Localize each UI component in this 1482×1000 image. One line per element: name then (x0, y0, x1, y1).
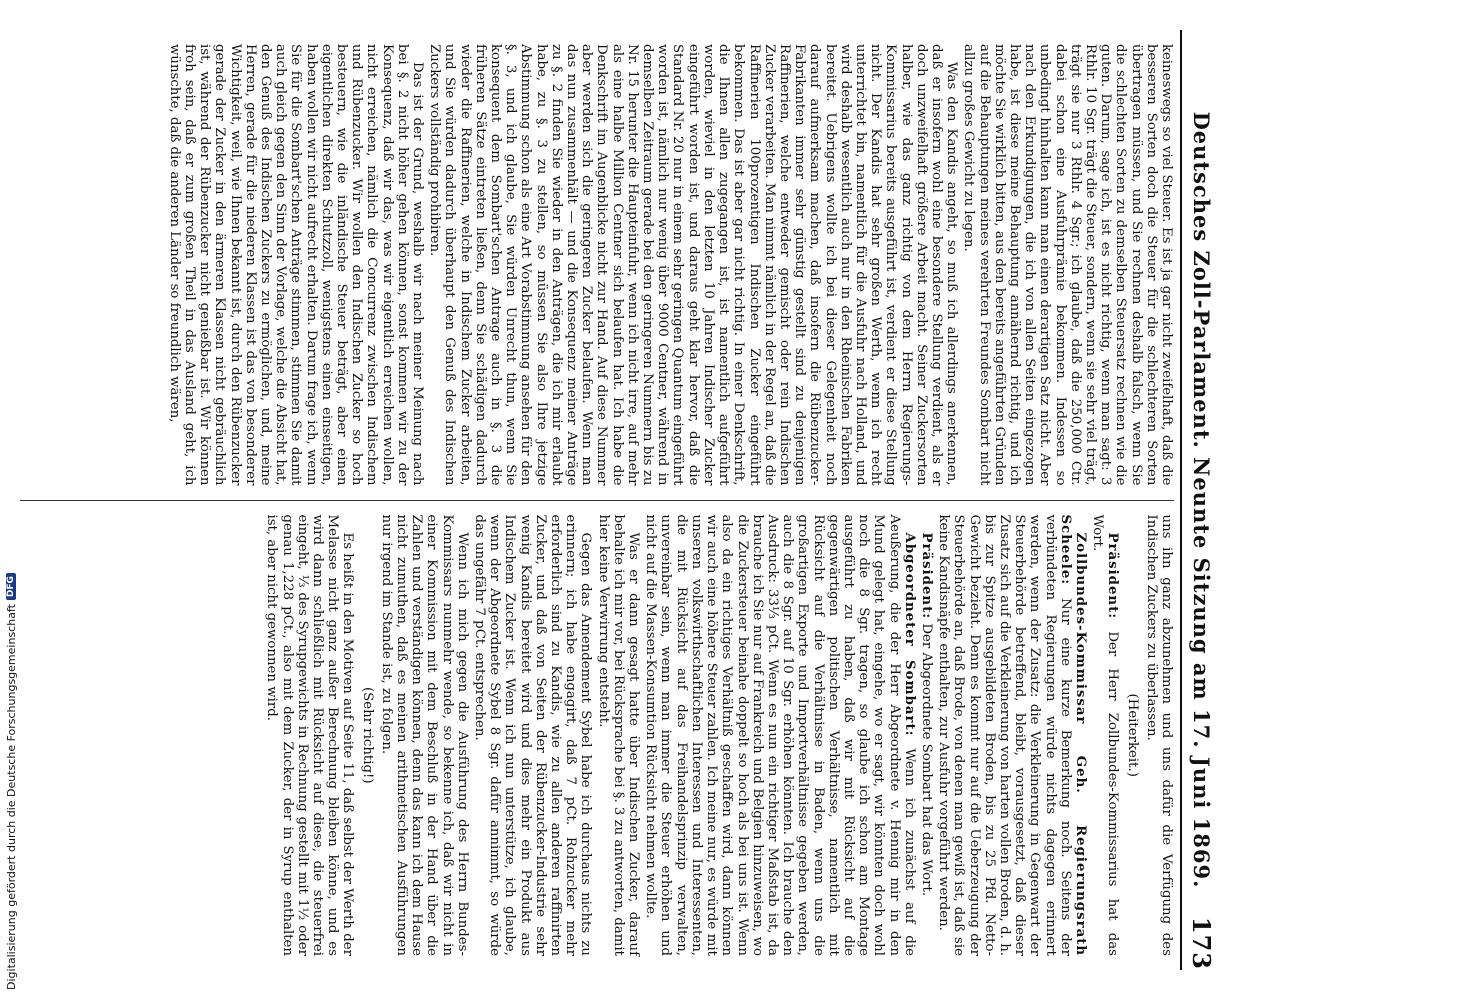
paragraph: uns ihn ganz abzunehmen und uns dafür die Verfügung des Indischen Zuckers zu überlassen. (1143, 514, 1174, 956)
speech-paragraph (936, 515, 1088, 957)
speaker-name: Präsident: (918, 532, 934, 620)
paragraph: Es heißt in den Motiven auf Seite 11, daß selbst der Werth der Melasse nicht ganz außer Berechnung bleiben könne, und es wird dann schließlich mit Rücksicht auf diese, die steuerfrei eingeht, ⅓ des Syrupgewichts in Rechnung gestellt mit 1½ oder genau 1,228 pCt., also mit dem Zucker, der in Syrup enthalten ist, aber nicht gewonnen wird. (264, 514, 356, 956)
paragraph: Wenn ich mich gegen die Ausführung des Herrn Bundes-Kommissars nunmehr wende, so bekenne ich, daß wir nicht in einer Kommission mit dem Beschluß in der Hand über die Zahlen und verständigen können, denn das kann ich dem Hause nicht zumuthen, daß es meinen arithmetischen Ausführungen nur irgend im Stande ist, zu folgen. (378, 514, 470, 956)
paragraph: keineswegs so viel Steuer. Es ist ja gar nicht zweifelhaft, daß die besseren Sorten doch die Steuer für die schlechteren Sorten übertragen müssen, und Sie rechnen deshalb falsch, wenn Sie die schlechten Sorten zu demselben Steuersatz rechnen wie die guten. Darum, sage ich, ist es nicht richtig, wenn man sagt: 3 Rthlr. 10 Sgr. trägt die Steuer, sondern, wenn sie sehr viel trägt, trägt sie nur 3 Rthlr. 4 Sgr.; ich glaube, daß die 250,000 Ctr. dabei schon eine Ausfuhrprämie bekommen. Indessen so unbedingt hinhalten kann man einen derartigen Satz nicht. Aber nach den Erkundigungen, die ich von allen Seiten eingezogen habe, ist diese meine Behauptung annähernd richtig, und ich möchte Sie wirklich bitten, aus den bereits angeführten Gründen auf die Behauptungen meines verehrten Freundes Sombart nicht allzu großes Gewicht zu legen. (961, 44, 1174, 486)
speaker-name: Abgeordneter Sombart: (901, 532, 917, 737)
speech-text: Der Abgeordnete Sombart hat das Wort. (918, 623, 934, 897)
speech-paragraph (1090, 515, 1120, 957)
dfg-logo: DFG (6, 573, 16, 600)
page-header (1180, 30, 1222, 970)
speech-paragraph (919, 515, 934, 957)
paragraph: Was den Kandis angeht, so muß ich allerdings anerkennen, daß er insofern wohl eine besondere Stellung verdient, als er doch unzweifelhaft größere Arbeit macht. Seiner Zuckersorten halber, wie das ganz richtig von dem Herrn Regierungs-Kommissarius bereits ausgeführt ist, verdient er diese Stellung nicht. Der Kandis hat sehr großen Werth, wenn ich recht unterrichtet bin, namentlich für die Ausfuhr nach Holland, und wird deshalb wesentlich auch nur in den Rheinischen Fabriken bereitet. Uebrigens wollte ich bei dieser Gelegenheit noch darauf aufmerksam machen, daß insofern die Rübenzucker-Fabrikanten immer sehr günstig gestellt sind zu denjenigen Raffinerien, welche entweder gemischt oder rein Indischen Zucker verarbeiten. Man nimmt nämlich in der Regel an, daß die Raffinerien 100prozentigen Indischen Zucker eingeführt bekommen. Das ist aber gar nicht richtig. In einer Denkschrift, die Ihnen allen zugegangen ist, ist namentlich aufgeführt worden, wieviel in den letzten 10 Jahren Indischer Zucker eingeführt worden ist, und daraus geht klar hervor, daß die Standard Nr. 20 nur in einem sehr geringen Quantum eingeführt worden ist, nämlich nur wenig über 9000 Centner, während in demselben Zeitraum gerade bei den geringeren Nummern bis zu Nr. 15 herunter die Haupteinfuhr, wenn ich nicht irre, auf mehr als eine halbe Million Centner sich belaufen hat. Ich habe die Denkschrift im Augenblicke nicht zur Hand. Auf diese Nummer aber werden sich die geringeren Zucker belaufen. Wenn man das nun zusammenhält — und die Konsequenz meiner Anträge zu §. 2 finden Sie wieder in den Anträgen, die ich mir erlaubt habe, zu §. 3 zu stellen, so müssen Sie also Ihre jetzige Abstimmung schon als eine Art Vorabstimmung ansehen für den §. 3, und ich glaube, Sie würden Unrecht thun, wenn Sie konsequent dem Sombart'schen Antrage auch in §. 3 die früheren Sätze eintreten ließen, denn Sie schädigen dadurch wieder die Raffinerien, welche in Indischem Zucker arbeiten, und Sie würden dadurch überhaupt den Genuß des Indischen Zuckers vollständig prohibiren. (427, 44, 960, 486)
speaker-name: Präsident: (1105, 532, 1121, 620)
speech-text: Wenn ich zunächst auf die Aeußerung, die der Herr Abgeordnete v. Hennig mir in den Mund gelegt hat, eingehe, wo er sagt, wir könnten doch wohl noch die 8 Sgr. tragen, so glaube ich schon am Montage ausgeführt zu haben, daß wir mit Rücksicht auf die gegenwärtigen politischen Verhältnisse, namentlich mit Rücksicht auf die Verhältnisse in Baden, wenn uns die großartigen Exporte und Importverhältnisse gegeben werden, auch die 8 Sgr. auf 10 Sgr. erhöhen könnten. Ich brauche den Ausdruck: 33⅓ pCt. Wenn es nun ein richtiger Maßstab ist, da brauche ich Sie nur auf Frankreich und Belgien hinzuweisen, wo die Zuckersteuer beinahe doppelt so hoch als bei uns ist. Wenn also da ein richtiges Verhältniß geschaffen wird, dann können wir auch eine höhere Steuer zahlen. Ich meine nur, es würde mit unseren volkswirthschaftlichen Interessen und Interessenten, die mit Rücksicht auf das Freihandelsprinzip verwalten, unvereinbar sein, wenn man immer die Steuer erhöhen und nicht auf die Massen-Konsumtion Rücksicht nehmen wollte. (643, 514, 917, 957)
column-left (0, 30, 1174, 500)
page-number: 173 (1187, 916, 1217, 970)
speech-paragraph (643, 515, 917, 957)
speaker-name: Zollbundes-Kommissar Geh. Regierungsrath Scheele: (1057, 514, 1088, 956)
paragraph: Was er dann gesagt hatte über Indischen Zucker, darauf behalte ich mir vor, bei Rücksprache bei §. 3 zu antworten, damit hier keine Verwirrung entsteht. (595, 514, 642, 956)
interjection: (Heiterkeit.) (1124, 693, 1140, 777)
speech-text: Nur eine kurze Bemerkung noch. Seitens der verbündeten Regierungen würde nichts dagegen erinnert werden, wenn der Zusatz: die Verkleinerung in Gegenwart der Steuerbehörde betreffend, bleibt, vorausgesetzt, daß dieser Zusatz sich auf die Verkleinerung von harten vollen Broden, d. h. bis zur Spitze ausgebildeten Broden, bis zu 25 Pfd. Netto-Gewicht bezieht. Denn es kommt nur auf die Ueberzeugung der Steuerbehörde an, daß Brode, von denen man gewiß ist, daß sie keine Kandisnäpfe enthalten, zur Ausfuhr vorgeführt werden. (936, 514, 1073, 956)
credit-text: Digitalisierung gefördert durch die Deutsche Forschungsgemeinschaft (4, 604, 18, 990)
credit-line (4, 0, 18, 990)
interjection: (Sehr richtig!) (359, 686, 375, 784)
column-right (0, 500, 1174, 971)
page-title: Deutsches Zoll-Parlament. Neunte Sitzung am 17. Juni 1869. (1189, 111, 1215, 889)
text-columns (0, 30, 1174, 970)
paragraph: Gegen das Amendement Sybel habe ich durchaus nichts zu erinnern; ich habe engagirt, daß 7 pCt. Rohzucker mehr erforderlich sind zu Kandis, wie zu allen anderen raffinirten Zucker, und daß von Seiten der Rübenzucker-Industrie sehr wenig Kandis bereitet wird und dies mehr ein Produkt aus Indischem Zucker ist. Wenn ich nun unterstütze, ich glaube, wenn der Abgeordnete Sybel 8 Sgr. dafür annimmt, so würde das ungefähr 7 pCt. entsprechen. (472, 514, 594, 956)
paragraph: Das ist der Grund, weshalb wir nach meiner Meinung nach bei §. 2 nicht höher gehen können, sonst kommen wir zu der Konsequenz, daß wir das, was wir eigentlich erreichen wollen, nicht erreichen, nämlich die Concurrenz zwischen Indischem und Rübenzucker. Wir wollen den Indischen Zucker so hoch besteuern, wie die inländische Steuer beträgt, aber einen eigentlichen direkten Schutzzoll, wenigstens einen einseitigen, haben wollen wir nicht aufrecht erhalten. Darum frage ich, wenn Sie für die Sombart'schen Anträge stimmen, stimmen Sie damit auch gleich gegen den Sinn der Vorlage, welche die Absicht hat, den Genuß des Indischen Zuckers zu ermöglichen, und, meine Herren, gerade für die niederen Klassen ist das von besonderer Wichtigkeit, weil, wie Ihnen bekannt ist, durch den Rübenzucker gerade der Zucker in den ärmeren Klassen nicht gebräuchlich ist, während der Rübenzucker nicht genießbar ist. Wir können froh sein, daß er zum großen Theil in das Ausland geht, ich wünschte, daß die anderen Länder so freundlich wären, (166, 44, 426, 486)
speech-text: Der Herr Zollbundes-Kommissarius hat das Wort. (1090, 514, 1121, 956)
